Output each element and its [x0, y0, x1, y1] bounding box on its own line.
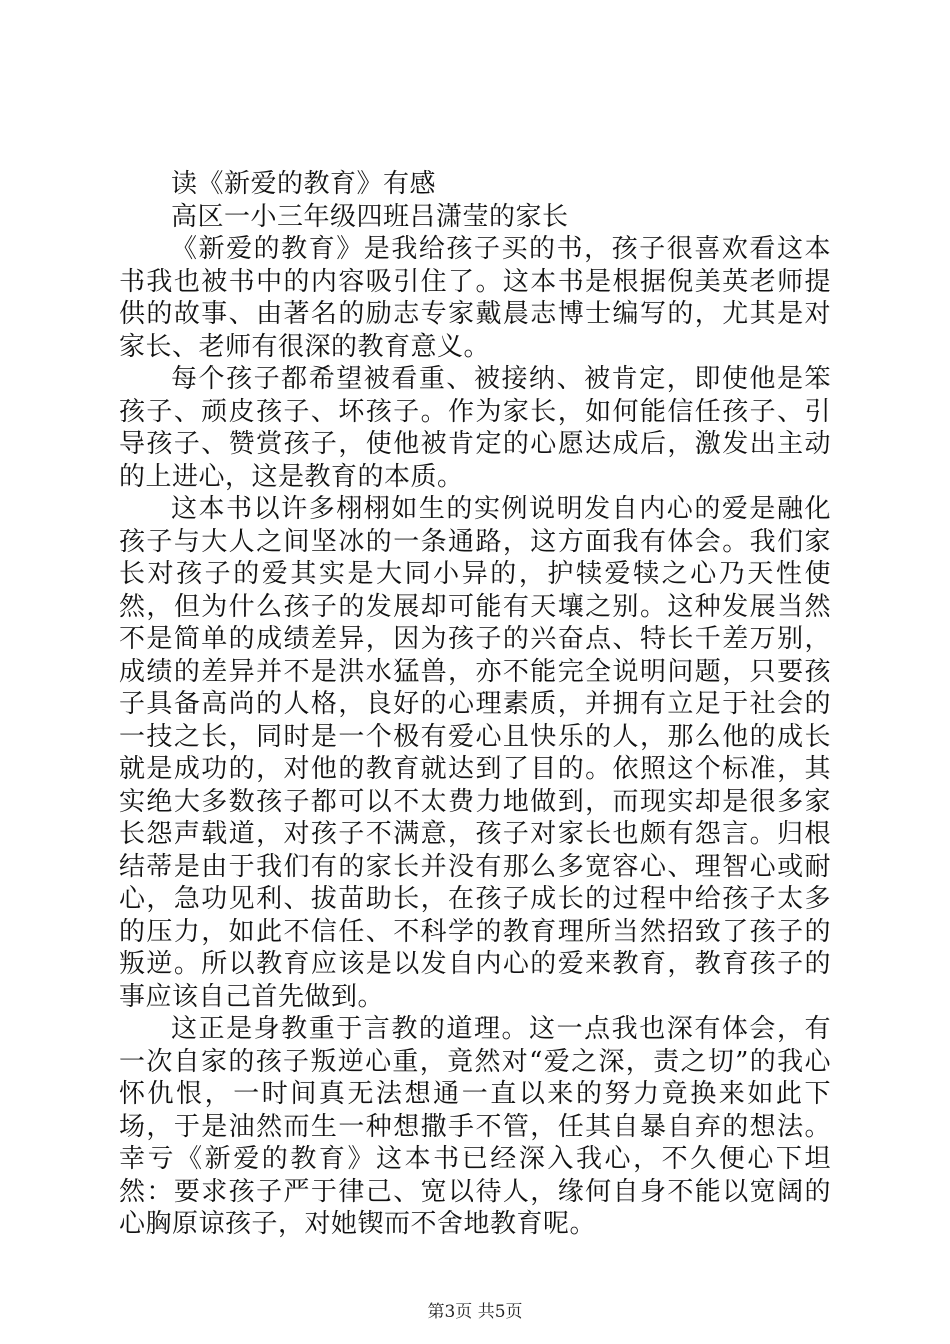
- document-body: [119, 168, 831, 1241]
- paragraph: 这本书以许多栩栩如生的实例说明发自内心的爱是融化孩子与大人之间坚冰的一条通路，这方面我有体会。我们家长对孩子的爱其实是大同小异的，护犊爱犊之心乃天性使然，但为什么孩子的发展却可能有天壤之别。这种发展当然不是简单的成绩差异，因为孩子的兴奋点、特长千差万别，成绩的差异并不是洪水猛兽，亦不能完全说明问题，只要孩子具备高尚的人格，良好的心理素质，并拥有立足于社会的一技之长，同时是一个极有爱心且快乐的人，那么他的成长就是成功的，对他的教育就达到了目的。依照这个标准，其实绝大多数孩子都可以不太费力地做到，而现实却是很多家长怨声载道，对孩子不满意，孩子对家长也颇有怨言。归根结蒂是由于我们有的家长并没有那么多宽容心、理智心或耐心，急功见利、拔苗助长，在孩子成长的过程中给孩子太多的压力，如此不信任、不科学的教育理所当然招致了孩子的叛逆。所以教育应该是以发自内心的爱来教育，教育孩子的事应该自己首先做到。: [119, 494, 831, 1012]
- page-number-footer: 第3页 共5页: [427, 1302, 523, 1322]
- document-title: 读《新爱的教育》有感: [171, 169, 437, 199]
- paragraph: 这正是身教重于言教的道理。这一点我也深有体会，有一次自家的孩子叛逆心重，竟然对“爱之深，责之切”的我心怀仇恨，一时间真无法想通一直以来的努力竟换来如此下场，于是油然而生一种想撒手不管，任其自暴自弃的想法。幸亏《新爱的教育》这本书已经深入我心，不久便心下坦然：要求孩子严于律己、宽以待人，缘何自身不能以宽阔的心胸原谅孩子，对她锲而不舍地教育呢。: [119, 1014, 831, 1239]
- paragraph: 每个孩子都希望被看重、被接纳、被肯定，即使他是笨孩子、顽皮孩子、坏孩子。作为家长，如何能信任孩子、引导孩子、赞赏孩子，使他被肯定的心愿达成后，激发出主动的上进心，这是教育的本质。: [119, 364, 831, 492]
- author-line: 高区一小三年级四班吕潇莹的家长: [171, 201, 569, 232]
- paragraph: 《新爱的教育》是我给孩子买的书，孩子很喜欢看这本书我也被书中的内容吸引住了。这本书是根据倪美英老师提供的故事、由著名的励志专家戴晨志博士编写的，尤其是对家长、老师有很深的教育意义。: [119, 234, 831, 362]
